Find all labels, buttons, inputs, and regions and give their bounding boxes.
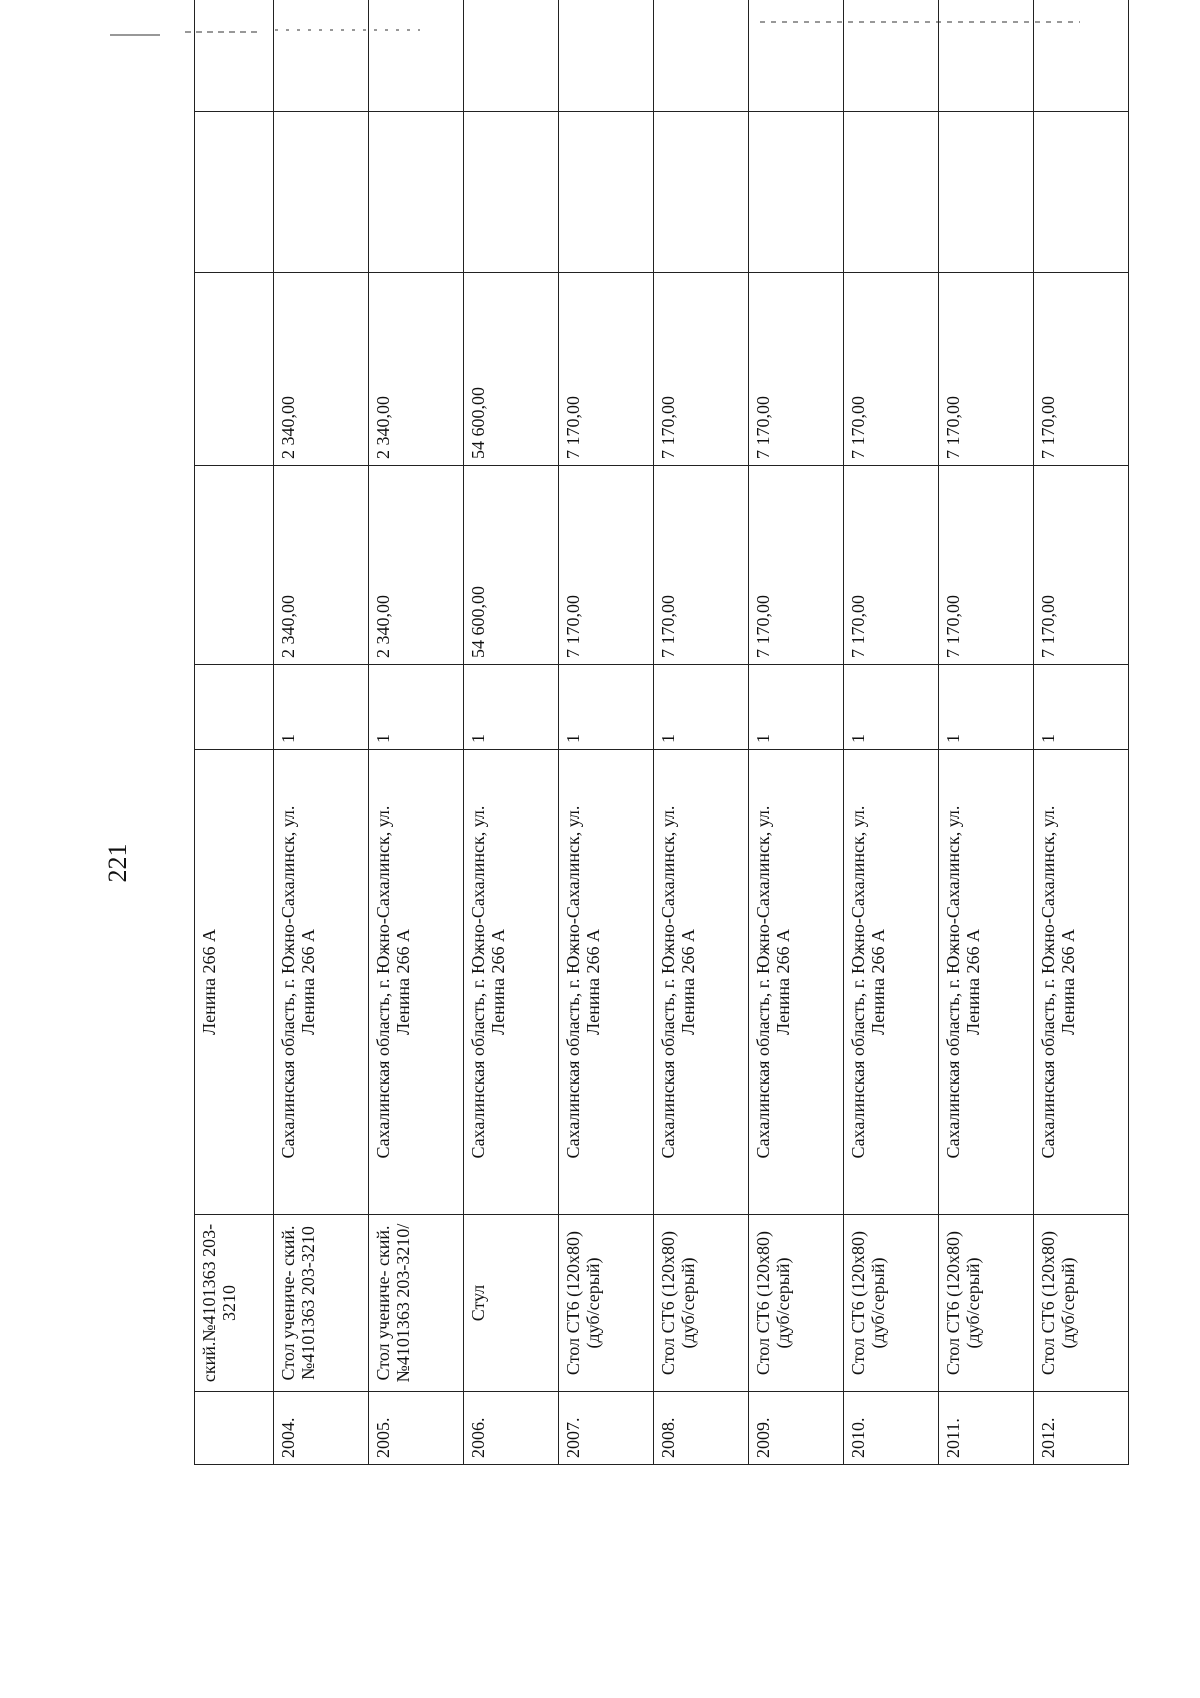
cell-sum2: 7 170,00	[654, 273, 749, 466]
table-row	[559, 0, 654, 1465]
cell-sum2: 7 170,00	[559, 273, 654, 466]
cell-num: 2010.	[844, 1392, 939, 1465]
cell-sum1: 7 170,00	[939, 466, 1034, 665]
cell-empty-1	[749, 112, 844, 273]
address-line-2: Ленина 266 А	[1058, 929, 1078, 1035]
address-line-1: Сахалинская область, г. Южно-Сахалинск, ул.	[373, 805, 393, 1159]
cell-empty-2	[1034, 0, 1129, 112]
cell-qty: 1	[844, 665, 939, 750]
cell-empty-2	[274, 0, 369, 112]
cell-sum2: 2 340,00	[274, 273, 369, 466]
address-line-2: Ленина 266 А	[678, 929, 698, 1035]
cell-empty-1	[195, 112, 274, 273]
table-row	[654, 0, 749, 1465]
cell-address	[654, 750, 749, 1215]
cell-qty: 1	[274, 665, 369, 750]
cell-sum1	[195, 466, 274, 665]
address-line-1: Сахалинская область, г. Южно-Сахалинск, ул.	[468, 805, 488, 1159]
cell-empty-1	[369, 112, 464, 273]
cell-name: Стол СТ6 (120х80) (дуб/серый)	[559, 1215, 654, 1392]
cell-num: 2006.	[464, 1392, 559, 1465]
cell-name: Стол СТ6 (120х80) (дуб/серый)	[749, 1215, 844, 1392]
table-row	[1034, 0, 1129, 1465]
cell-sum1: 7 170,00	[749, 466, 844, 665]
cell-sum2: 7 170,00	[1034, 273, 1129, 466]
address-line-1: Сахалинская область, г. Южно-Сахалинск, ул.	[753, 805, 773, 1159]
address-line-2: Ленина 266 А	[583, 929, 603, 1035]
cell-empty-2	[654, 0, 749, 112]
cell-address	[749, 750, 844, 1215]
cell-sum1: 2 340,00	[369, 466, 464, 665]
table-row	[274, 0, 369, 1465]
address-line-2: Ленина 266 А	[393, 929, 413, 1035]
cell-empty-2	[195, 0, 274, 112]
cell-qty: 1	[749, 665, 844, 750]
cell-sum2: 7 170,00	[844, 273, 939, 466]
table-row	[369, 0, 464, 1465]
cell-sum2: 7 170,00	[749, 273, 844, 466]
cell-name: Стул	[464, 1215, 559, 1392]
cell-qty: 1	[939, 665, 1034, 750]
table-row-continuation	[195, 0, 274, 1465]
cell-empty-2	[464, 0, 559, 112]
inventory-table	[194, 0, 1129, 1465]
cell-num: 2004.	[274, 1392, 369, 1465]
cell-name: Стол СТ6 (120х80) (дуб/серый)	[939, 1215, 1034, 1392]
cell-address: Ленина 266 А	[195, 750, 274, 1215]
cell-num: 2007.	[559, 1392, 654, 1465]
cell-qty: 1	[654, 665, 749, 750]
cell-num: 2008.	[654, 1392, 749, 1465]
address-line-2: Ленина 266 А	[488, 929, 508, 1035]
cell-sum1: 7 170,00	[1034, 466, 1129, 665]
cell-sum2: 54 600,00	[464, 273, 559, 466]
cell-empty-2	[844, 0, 939, 112]
address-line-1: Сахалинская область, г. Южно-Сахалинск, ул.	[563, 805, 583, 1159]
address-line-1: Сахалинская область, г. Южно-Сахалинск, ул.	[943, 805, 963, 1159]
cell-sum1: 7 170,00	[559, 466, 654, 665]
cell-empty-1	[844, 112, 939, 273]
cell-address	[464, 750, 559, 1215]
address-line-1: Сахалинская область, г. Южно-Сахалинск, ул.	[848, 805, 868, 1159]
cell-address	[369, 750, 464, 1215]
cell-name: Стол СТ6 (120х80) (дуб/серый)	[1034, 1215, 1129, 1392]
address-line-2: Ленина 266 А	[963, 929, 983, 1035]
cell-empty-1	[274, 112, 369, 273]
table-row	[464, 0, 559, 1465]
address-line-1: Сахалинская область, г. Южно-Сахалинск, ул.	[278, 805, 298, 1159]
cell-num: 2011.	[939, 1392, 1034, 1465]
cell-num: 2012.	[1034, 1392, 1129, 1465]
cell-sum1: 7 170,00	[654, 466, 749, 665]
address-line-2: Ленина 266 А	[868, 929, 888, 1035]
cell-empty-2	[369, 0, 464, 112]
cell-address	[559, 750, 654, 1215]
cell-empty-2	[939, 0, 1034, 112]
cell-empty-2	[559, 0, 654, 112]
cell-qty: 1	[1034, 665, 1129, 750]
page-number: 221	[103, 843, 132, 883]
table-row	[749, 0, 844, 1465]
cell-address	[939, 750, 1034, 1215]
cell-sum1: 54 600,00	[464, 466, 559, 665]
table-row	[844, 0, 939, 1465]
cell-empty-2	[749, 0, 844, 112]
table-row	[939, 0, 1034, 1465]
address-line-2: Ленина 266 А	[773, 929, 793, 1035]
cell-qty	[195, 665, 274, 750]
cell-qty: 1	[559, 665, 654, 750]
cell-address	[1034, 750, 1129, 1215]
cell-sum2	[195, 273, 274, 466]
cell-name: ский.№4101363 203-3210	[195, 1215, 274, 1392]
address-line-1: Сахалинская область, г. Южно-Сахалинск, ул.	[658, 805, 678, 1159]
cell-address	[274, 750, 369, 1215]
cell-name: Стол учениче- ский.№4101363 203-3210	[274, 1215, 369, 1392]
cell-num	[195, 1392, 274, 1465]
cell-num: 2005.	[369, 1392, 464, 1465]
cell-qty: 1	[464, 665, 559, 750]
cell-sum2: 2 340,00	[369, 273, 464, 466]
inventory-table-wrapper	[194, 67, 1078, 1465]
address-line-2: Ленина 266 А	[298, 929, 318, 1035]
cell-sum2: 7 170,00	[939, 273, 1034, 466]
cell-empty-1	[1034, 112, 1129, 273]
cell-empty-1	[654, 112, 749, 273]
cell-address	[844, 750, 939, 1215]
cell-empty-1	[559, 112, 654, 273]
cell-name: Стол СТ6 (120х80) (дуб/серый)	[654, 1215, 749, 1392]
cell-name: Стол учениче- ский.№4101363 203-3210/	[369, 1215, 464, 1392]
cell-num: 2009.	[749, 1392, 844, 1465]
cell-sum1: 7 170,00	[844, 466, 939, 665]
cell-name: Стол СТ6 (120х80) (дуб/серый)	[844, 1215, 939, 1392]
address-line-1: Сахалинская область, г. Южно-Сахалинск, ул.	[1038, 805, 1058, 1159]
cell-qty: 1	[369, 665, 464, 750]
cell-empty-1	[464, 112, 559, 273]
cell-empty-1	[939, 112, 1034, 273]
cell-sum1: 2 340,00	[274, 466, 369, 665]
